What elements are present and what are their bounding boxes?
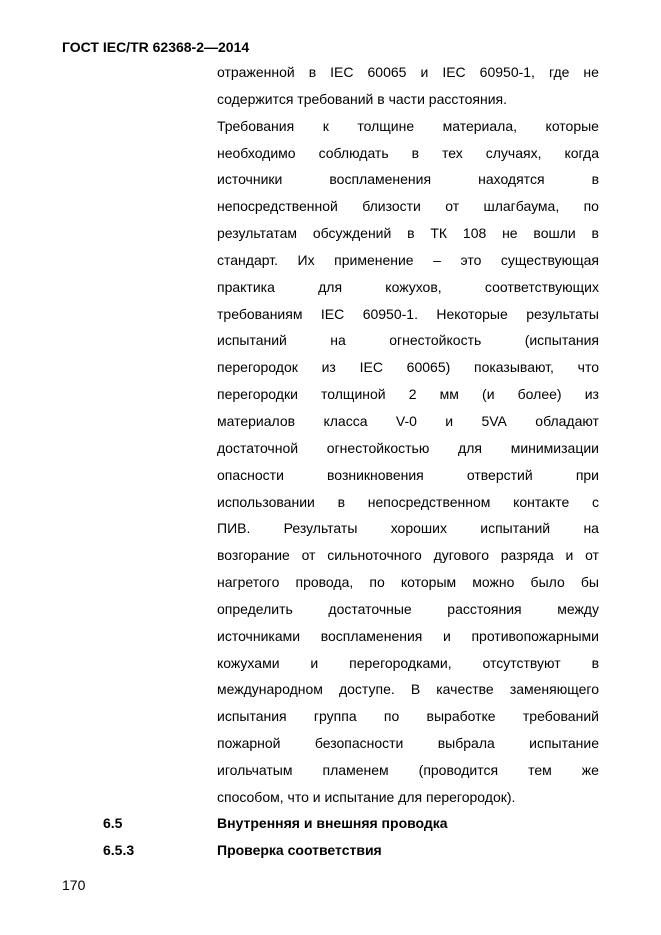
word: расстояния bbox=[447, 600, 522, 617]
word: когда bbox=[564, 144, 599, 161]
word: (проводится bbox=[418, 761, 499, 778]
document-header: ГОСТ IEC/TR 62368-2—2014 bbox=[62, 39, 250, 55]
section-heading-6-5 bbox=[103, 810, 448, 837]
word: случаях, bbox=[485, 144, 542, 161]
word: отсутствуют bbox=[482, 654, 561, 671]
word: из bbox=[584, 386, 599, 403]
word: дугового bbox=[433, 547, 489, 564]
word: материалов bbox=[217, 412, 296, 429]
word: огнестойкостью bbox=[326, 439, 430, 456]
word: 108 bbox=[462, 225, 487, 242]
word: между bbox=[557, 600, 599, 617]
word: IEC bbox=[442, 64, 466, 80]
word: перегородки bbox=[217, 386, 298, 403]
word: близости bbox=[362, 198, 421, 215]
word: результаты bbox=[526, 305, 599, 322]
text-line bbox=[217, 650, 599, 677]
word: необходимо bbox=[217, 144, 296, 161]
word: 60950-1. bbox=[362, 305, 418, 322]
word: выбрала bbox=[437, 735, 495, 752]
word: определить bbox=[217, 600, 293, 617]
word: и bbox=[565, 547, 574, 564]
word: международном bbox=[217, 681, 323, 698]
word: использовании bbox=[217, 493, 315, 510]
word: тем bbox=[528, 761, 552, 778]
word: результатам bbox=[217, 225, 297, 242]
word: толщине bbox=[357, 117, 415, 134]
word: 60950-1, bbox=[479, 64, 535, 80]
word: соответствующих bbox=[484, 278, 599, 295]
word: обсуждений bbox=[312, 225, 392, 242]
word: отверстий bbox=[466, 466, 533, 483]
word: это bbox=[460, 251, 482, 268]
word: класса bbox=[323, 412, 368, 429]
word: для bbox=[318, 278, 343, 295]
text-line bbox=[217, 462, 599, 489]
word: к bbox=[322, 117, 329, 134]
word: заменяющего bbox=[509, 681, 599, 698]
word: 60065) bbox=[406, 359, 451, 376]
text-line bbox=[217, 676, 599, 703]
word: шлагбаума, bbox=[483, 198, 560, 215]
word: – bbox=[433, 251, 441, 268]
word: достаточной bbox=[217, 439, 299, 456]
word: в bbox=[591, 225, 599, 242]
word: контакте bbox=[513, 493, 570, 510]
word: качестве bbox=[436, 681, 494, 698]
word: огнестойкость bbox=[389, 332, 482, 349]
word: минимизации bbox=[510, 439, 599, 456]
word: от bbox=[301, 547, 316, 564]
word: кожухами bbox=[217, 654, 280, 671]
word: при bbox=[575, 466, 599, 483]
word: Их bbox=[297, 251, 315, 268]
word: практика bbox=[217, 278, 275, 295]
word: обладают bbox=[535, 412, 599, 429]
word: по bbox=[583, 198, 599, 215]
word: испытаний bbox=[480, 520, 551, 537]
text-line bbox=[217, 220, 599, 247]
word: не bbox=[583, 64, 599, 80]
word: (и bbox=[482, 386, 495, 403]
word: в bbox=[591, 171, 599, 188]
word: не bbox=[502, 225, 518, 242]
word: Результаты bbox=[283, 520, 358, 537]
word: от bbox=[445, 198, 460, 215]
text-line bbox=[217, 569, 599, 596]
text-line bbox=[217, 113, 599, 140]
word: стандарт. bbox=[217, 251, 278, 268]
word: тех bbox=[442, 144, 463, 161]
word: провода, bbox=[295, 574, 354, 591]
word: испытаний bbox=[217, 332, 287, 349]
word: 2 bbox=[408, 386, 417, 403]
text-line bbox=[217, 193, 599, 220]
word: можно bbox=[472, 574, 515, 591]
text-line bbox=[217, 140, 599, 167]
word: соблюдать bbox=[318, 144, 389, 161]
word: которые bbox=[545, 117, 599, 134]
word: (испытания bbox=[524, 332, 599, 349]
word: на bbox=[330, 332, 346, 349]
word: Некоторые bbox=[436, 305, 508, 322]
word: пожарной bbox=[217, 735, 281, 752]
word: группа bbox=[313, 708, 357, 725]
word: более) bbox=[517, 386, 562, 403]
word: которым bbox=[400, 574, 457, 591]
word: воспламенения bbox=[320, 627, 423, 644]
word: же bbox=[581, 761, 599, 778]
word: для bbox=[458, 439, 482, 456]
word: мм bbox=[439, 386, 459, 403]
text-line bbox=[217, 542, 599, 569]
text-line bbox=[217, 435, 599, 462]
word: и bbox=[310, 654, 319, 671]
word: V-0 bbox=[395, 412, 417, 429]
word: безопасности bbox=[314, 735, 404, 752]
word: 60065 bbox=[367, 64, 407, 80]
word: игольчатым bbox=[217, 761, 293, 778]
word: возникновения bbox=[327, 466, 424, 483]
word: 5VA bbox=[481, 412, 507, 429]
word: непосредственной bbox=[217, 198, 338, 215]
text-line bbox=[217, 166, 599, 193]
text-line bbox=[217, 274, 599, 301]
text-line bbox=[217, 327, 599, 354]
word: из bbox=[321, 359, 336, 376]
paragraph-body bbox=[217, 59, 599, 811]
section-title: Проверка соответствия bbox=[217, 842, 382, 858]
word: В bbox=[410, 681, 421, 698]
section-number: 6.5.3 bbox=[103, 842, 135, 858]
word: где bbox=[548, 64, 570, 80]
word: и bbox=[420, 64, 429, 80]
section-heading-6-5-3 bbox=[103, 837, 382, 864]
word: показывают, bbox=[474, 359, 554, 376]
word: ПИВ. bbox=[217, 520, 251, 537]
word: пламенем bbox=[322, 761, 389, 778]
word: было bbox=[530, 574, 565, 591]
word: Требования bbox=[217, 117, 295, 134]
page-number: 170 bbox=[62, 877, 86, 893]
text-line bbox=[217, 354, 599, 381]
word: существующая bbox=[500, 251, 599, 268]
text-line bbox=[217, 703, 599, 730]
word: испытания bbox=[217, 708, 287, 725]
word: требований bbox=[522, 708, 599, 725]
word: источники bbox=[217, 171, 283, 188]
word: бы bbox=[580, 574, 599, 591]
text-line bbox=[217, 489, 599, 516]
text-line bbox=[217, 596, 599, 623]
word: выработке bbox=[426, 708, 496, 725]
word: воспламенения bbox=[329, 171, 432, 188]
word: хороших bbox=[390, 520, 447, 537]
word: испытание bbox=[529, 735, 599, 752]
text-line bbox=[217, 301, 599, 328]
word: источниками bbox=[217, 627, 301, 644]
word: от bbox=[585, 547, 599, 564]
word: что bbox=[577, 359, 599, 376]
word: доступе. bbox=[338, 681, 395, 698]
word: требованиям bbox=[217, 305, 303, 322]
word: непосредственном bbox=[367, 493, 491, 510]
word: отраженной bbox=[217, 64, 295, 80]
text-line bbox=[217, 247, 599, 274]
text-line bbox=[217, 623, 599, 650]
text-line: способом, что и испытание для перегородок). bbox=[217, 788, 516, 805]
text-line bbox=[217, 381, 599, 408]
word: опасности bbox=[217, 466, 284, 483]
word: сильноточного bbox=[327, 547, 422, 564]
word: толщиной bbox=[321, 386, 386, 403]
word: IEC bbox=[359, 359, 383, 376]
word: в bbox=[308, 64, 317, 80]
word: кожухов, bbox=[385, 278, 442, 295]
word: в bbox=[411, 144, 420, 161]
word: материала, bbox=[442, 117, 518, 134]
word: вошли bbox=[533, 225, 576, 242]
section-number: 6.5 bbox=[103, 815, 123, 831]
text-line: содержится требований в части расстояния. bbox=[217, 90, 507, 107]
word: разряда bbox=[500, 547, 554, 564]
word: в bbox=[337, 493, 345, 510]
word: на bbox=[583, 520, 599, 537]
word: противопожарными bbox=[471, 627, 599, 644]
word: перегородок bbox=[217, 359, 298, 376]
word: в bbox=[591, 654, 599, 671]
section-title: Внутренняя и внешняя проводка bbox=[217, 815, 448, 831]
word: и bbox=[445, 412, 454, 429]
text-line bbox=[217, 730, 599, 757]
word: с bbox=[592, 493, 599, 510]
word: перегородками, bbox=[349, 654, 452, 671]
word: применение bbox=[334, 251, 414, 268]
text-line bbox=[217, 515, 599, 542]
word: ТК bbox=[430, 225, 448, 242]
word: достаточные bbox=[328, 600, 412, 617]
word: по bbox=[383, 708, 400, 725]
word: IEC bbox=[320, 305, 345, 322]
text-line bbox=[217, 408, 599, 435]
text-line bbox=[217, 59, 599, 86]
word: IEC bbox=[330, 64, 354, 80]
word: возгорание bbox=[217, 547, 290, 564]
word: нагретого bbox=[217, 574, 280, 591]
word: находятся bbox=[478, 171, 545, 188]
word: и bbox=[443, 627, 451, 644]
word: по bbox=[369, 574, 385, 591]
word: в bbox=[407, 225, 415, 242]
text-line bbox=[217, 757, 599, 784]
